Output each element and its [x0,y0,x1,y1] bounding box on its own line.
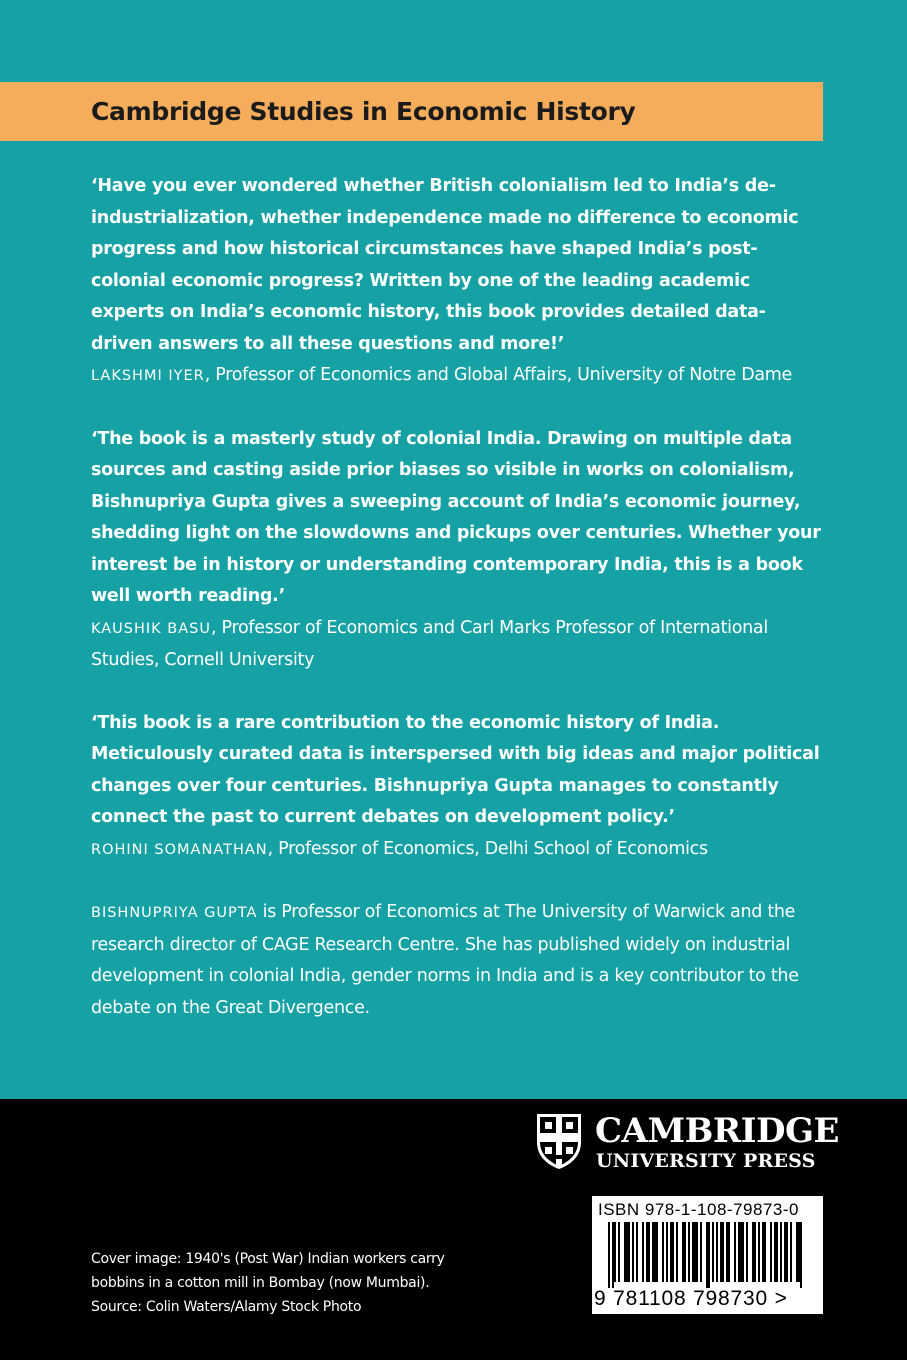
barcode-bar [614,1222,616,1282]
isbn-barcode [592,1196,823,1314]
endorsement-1 [91,171,821,393]
barcode-bar [666,1222,668,1282]
barcode-bar [776,1222,778,1282]
series-title: Cambridge Studies in Economic History [91,97,636,126]
barcode-bar [612,1222,614,1288]
barcode-bar [672,1222,674,1282]
endorsement-quote: ‘Have you ever wondered whether British colonialism led to India’s de-industrialization, whether independence made no difference to economic progress and how historical circumstances have shaped India’s post-colonial economic progress? Written by one of the leading academic experts on India’s economic history, this book provides detailed data-driven answers to all these questions and more!’ [91,176,799,354]
isbn-label: ISBN 978-1-108-79873-0 [598,1200,799,1219]
publisher-logo [535,1111,839,1172]
endorsement-2 [91,424,821,677]
barcode-bar [780,1222,782,1282]
endorsement-3 [91,708,821,867]
endorsement-attribution [91,834,821,867]
barcode-bar [688,1222,690,1282]
author-bio-text: is Professor of Economics at The University of Warwick and the research director of CAGE Research Centre. She has published widely on industrial development in colonial India, gender norms in India and is a key contributor to the debate on the Great Divergence. [91,902,799,1018]
cover-credit [91,1247,551,1319]
barcode-bar [708,1222,710,1288]
barcode-bar [762,1222,764,1282]
endorser-name: LAKSHMI IYER [91,368,205,384]
barcode-bar [796,1222,798,1282]
barcode-bar [738,1222,740,1282]
barcode-bar [608,1222,610,1288]
cover-credit-line: Cover image: 1940's (Post War) Indian workers carry [91,1251,445,1267]
barcode-bar [670,1222,672,1282]
endorsement-attribution [91,613,821,677]
barcode-bar [628,1222,630,1282]
barcode-bars [608,1222,804,1290]
author-bio [91,897,821,1024]
publisher-subline: UNIVERSITY PRESS [596,1150,816,1172]
endorser-affiliation: , Professor of Economics, Delhi School of Economics [267,838,708,859]
barcode-bar [676,1222,678,1282]
endorser-name: ROHINI SOMANATHAN [91,841,268,858]
barcode-bar [684,1222,686,1282]
cover-credit-line: bobbins in a cotton mill in Bombay (now Mumbai). [91,1275,430,1291]
barcode-bar [656,1222,658,1282]
barcode-bar [726,1222,728,1282]
barcode-bar [700,1222,702,1282]
barcode-bar [770,1222,772,1282]
barcode-bar [786,1222,788,1282]
endorser-affiliation: , Professor of Economics and Carl Marks Professor of International Studies, Cornell University [91,617,768,670]
barcode-bar [642,1222,644,1282]
university-crest-icon [535,1112,583,1170]
barcode-bar [790,1222,792,1282]
barcode-bar [722,1222,724,1282]
barcode-bar [758,1222,760,1282]
barcode-bar [706,1222,708,1288]
endorser-name: KAUSHIK BASU [91,620,211,637]
barcode-bar [652,1222,654,1282]
barcode-bar [648,1222,650,1282]
barcode-bar [618,1222,620,1282]
barcode-bar [632,1222,634,1282]
barcode-bar [654,1222,656,1282]
barcode-bar [682,1222,684,1282]
barcode-bar [752,1222,754,1282]
barcode-bar [734,1222,736,1282]
barcode-bar [626,1222,628,1282]
barcode-bar [754,1222,756,1282]
barcode-bar [798,1222,800,1282]
barcode-bar [712,1222,714,1282]
endorser-affiliation: , Professor of Economics and Global Affairs, University of Notre Dame [204,365,793,385]
cover-credit-line: Source: Colin Waters/Alamy Stock Photo [91,1299,362,1315]
barcode-bar [716,1222,718,1282]
endorsement-quote: ‘The book is a masterly study of colonial India. Drawing on multiple data sources and casting aside prior biases so visible in works on colonialism, Bishnupriya Gupta gives a sweeping account of India’s economic journey, shedding light on the slowdowns and pickups over centuries. Whether your interest be in history or understanding contemporary India, this is a book well worth reading.’ [91,428,821,606]
publisher-name: CAMBRIDGE [595,1111,839,1151]
barcode-digits: 9 781108 798730 > [594,1287,788,1310]
author-name: BISHNUPRIYA GUPTA [91,905,258,921]
barcode-bar [692,1222,694,1282]
barcode-bar [696,1222,698,1282]
barcode-bar [720,1222,722,1282]
barcode-bar [784,1222,786,1282]
barcode-bar [636,1222,638,1282]
barcode-bar [764,1222,766,1282]
barcode-bar [646,1222,648,1282]
barcode-bar [742,1222,744,1282]
barcode-bar [800,1222,802,1288]
barcode-bar [746,1222,748,1282]
endorsement-attribution [91,360,821,393]
barcode-bar [728,1222,730,1282]
barcode-bar [624,1222,626,1282]
barcode-bar [662,1222,664,1282]
back-cover-text [91,171,821,1024]
barcode-bar [694,1222,696,1282]
endorsement-quote: ‘This book is a rare contribution to the economic history of India. Meticulously curated data is interspersed with big ideas and major political changes over four centuries. Bishnupriya Gupta manages to constantly connect the past to current debates on development policy.’ [91,712,820,827]
barcode-bar [774,1222,776,1282]
barcode-bar [740,1222,742,1282]
